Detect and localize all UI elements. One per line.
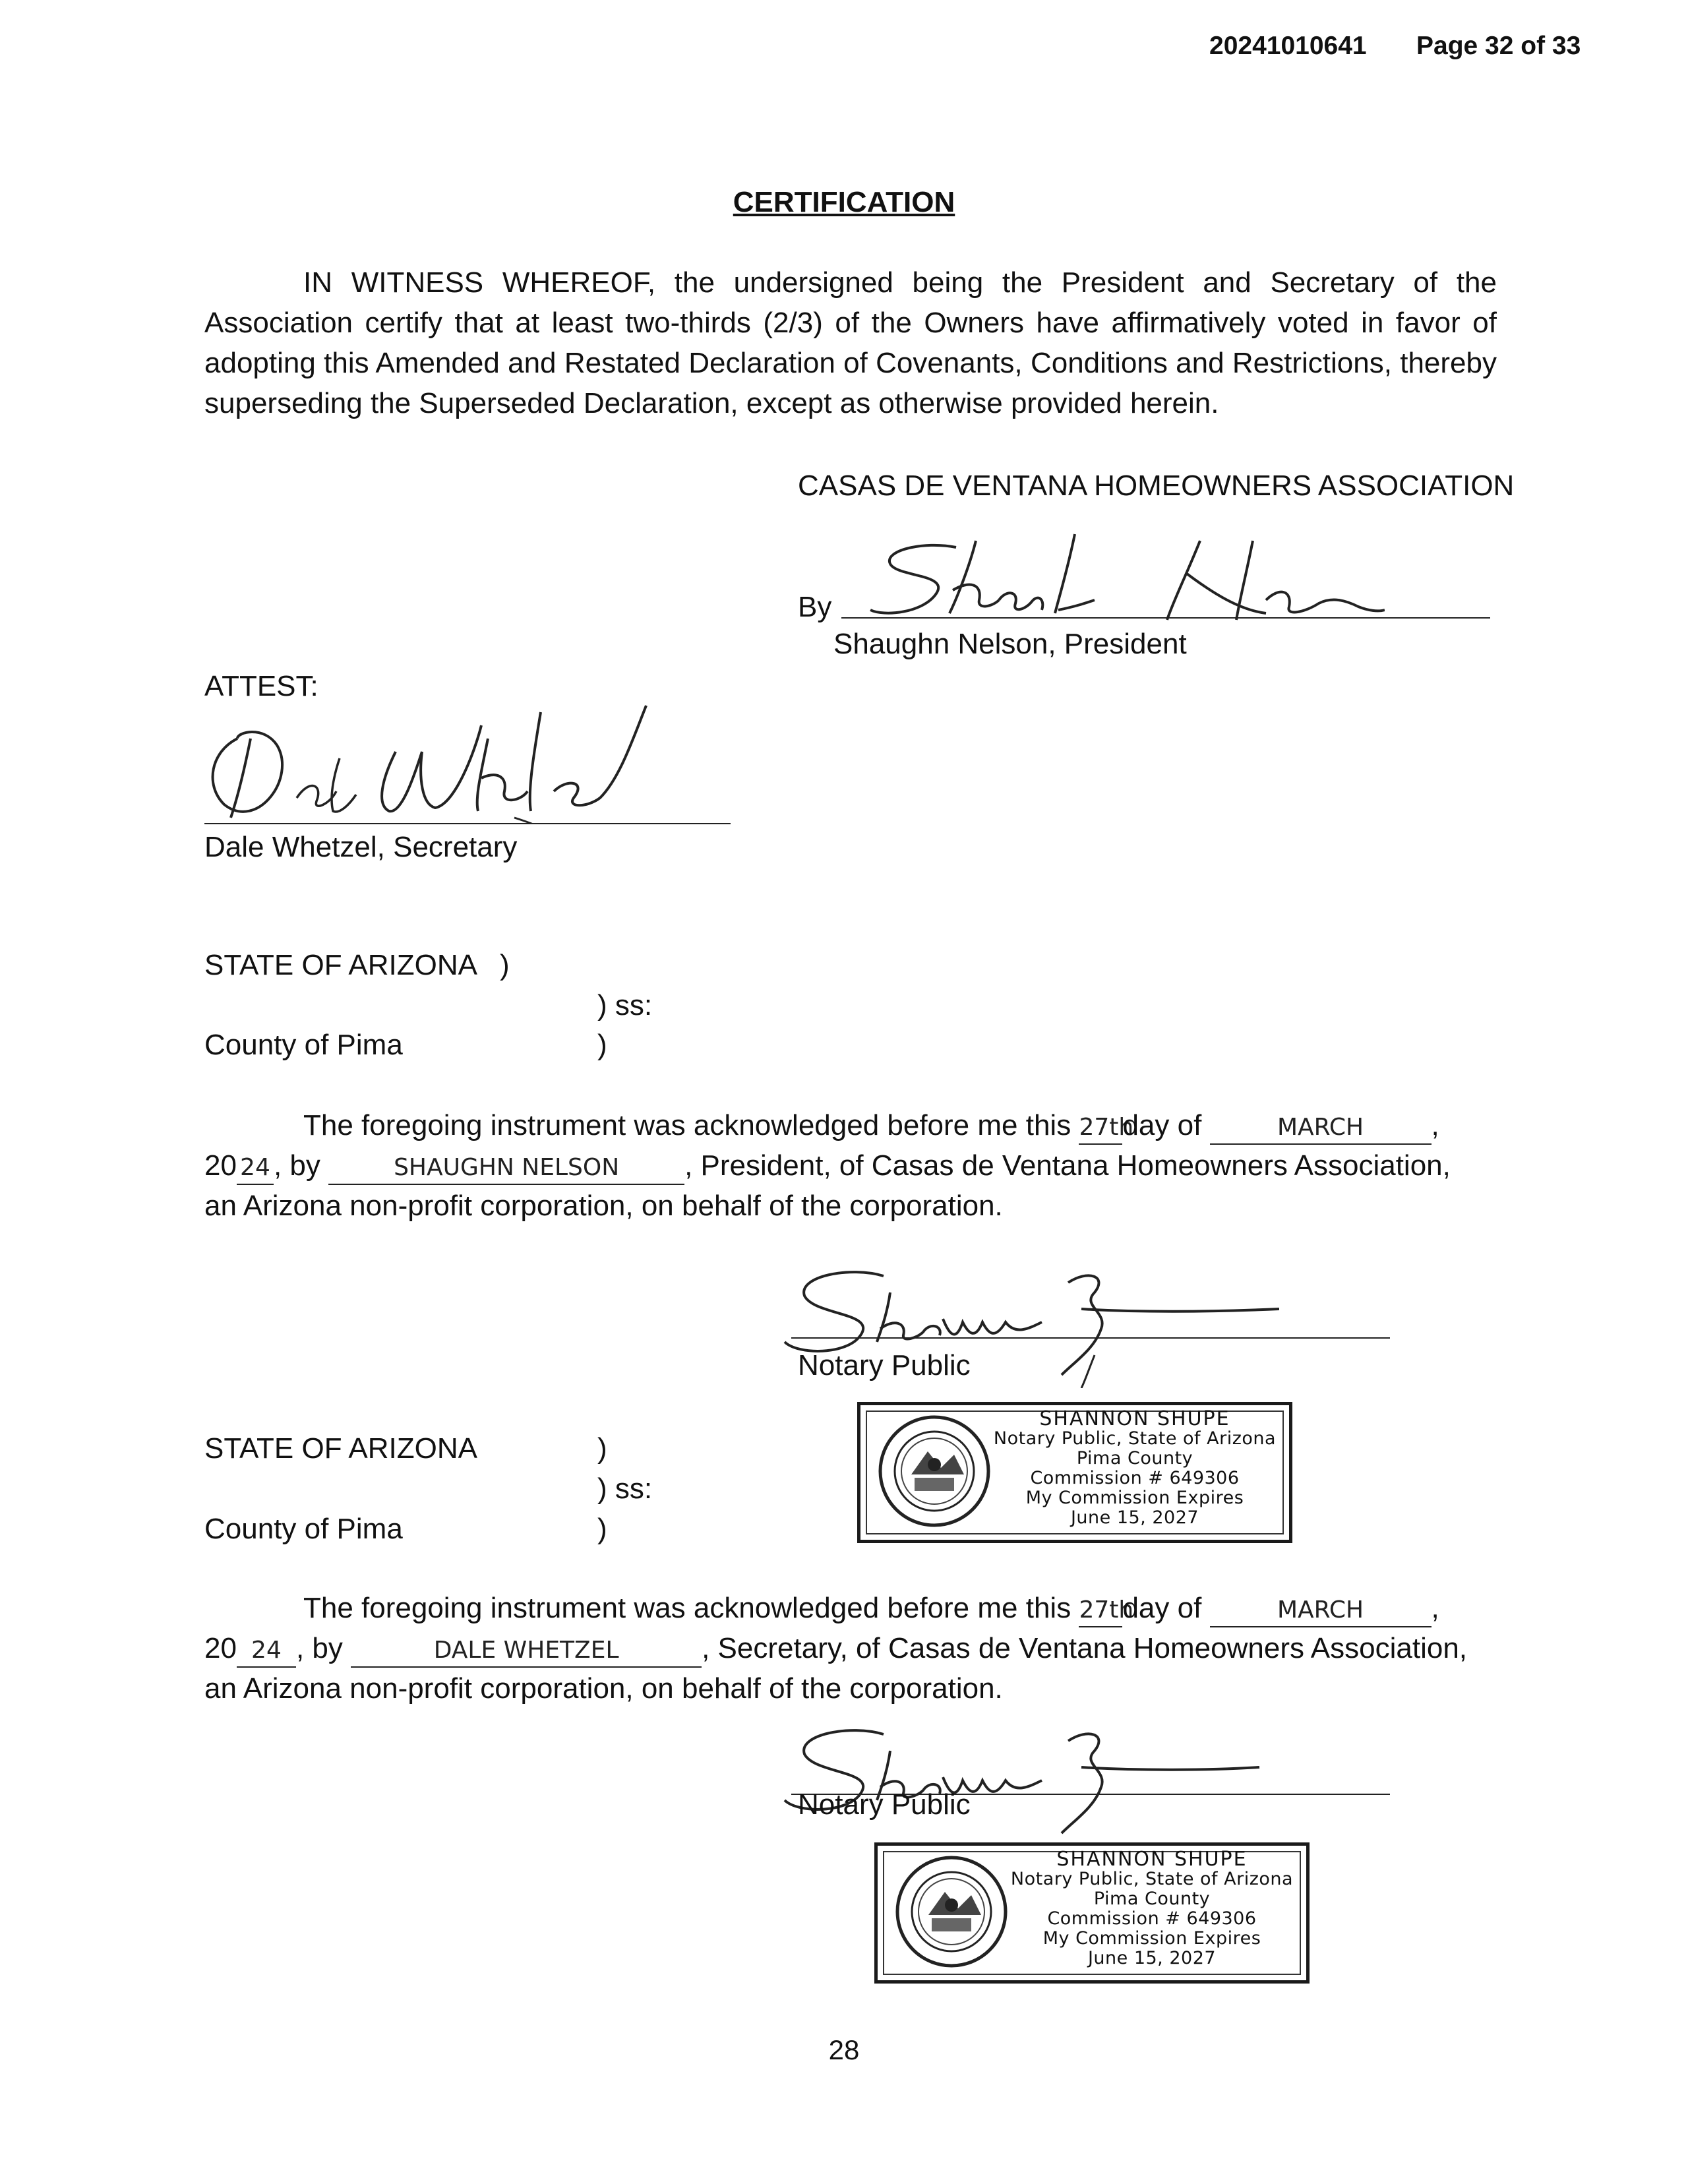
ack2-line3: an Arizona non-profit corporation, on behalf of the corporation. [204, 1672, 1003, 1705]
arizona-seal-icon [892, 1852, 1011, 1971]
by-label: By [798, 591, 832, 623]
secretary-signature [198, 699, 673, 824]
stamp2-text: SHANNON SHUPE Notary Public, State of Arizona Pima County Commission # 649306 My Commission Expires June 15, 2027 [1010, 1848, 1294, 1968]
venue2-paren: ) [597, 1432, 607, 1465]
ack2-day-blank: 27th [1079, 1594, 1122, 1627]
ack1-month-blank: MARCH [1210, 1112, 1432, 1145]
venue1-county: County of Pima [204, 1029, 403, 1061]
president-signature [857, 528, 1385, 633]
association-name: CASAS DE VENTANA HOMEOWNERS ASSOCIATION [798, 470, 1515, 502]
ack2-line1: The foregoing instrument was acknowledged before me this 27thday of MARCH , [303, 1588, 1439, 1628]
notary-stamp-1 [857, 1402, 1292, 1543]
page-indicator: Page 32 of 33 [1416, 32, 1581, 60]
venue1-paren: ) [500, 949, 510, 981]
stamp1-text: SHANNON SHUPE Notary Public, State of Arizona Pima County Commission # 649306 My Commission Expires June 15, 2027 [993, 1407, 1277, 1528]
notary1-signature-line [791, 1337, 1390, 1339]
venue1-ss: ) ss: [597, 989, 653, 1021]
page-number: 28 [828, 2034, 860, 2065]
venue1-state: STATE OF ARIZONA [204, 949, 477, 981]
president-name-title: Shaughn Nelson, President [833, 628, 1187, 660]
venue2-state: STATE OF ARIZONA [204, 1432, 477, 1465]
notary2-signature [778, 1714, 1279, 1846]
notary1-label: Notary Public [798, 1349, 971, 1381]
page-title: CERTIFICATION [733, 186, 955, 218]
ack1-person-blank: SHAUGHN NELSON [328, 1152, 684, 1185]
attest-label: ATTEST: [204, 670, 318, 702]
venue2-paren-close: ) [597, 1513, 607, 1545]
venue2-ss: ) ss: [597, 1472, 653, 1505]
ack1-line2: 20 24 , by SHAUGHN NELSON , President, of Casas de Ventana Homeowners Association, [204, 1145, 1451, 1186]
ack1-year-blank: 24 [237, 1152, 274, 1185]
ack1-line3: an Arizona non-profit corporation, on behalf of the corporation. [204, 1190, 1003, 1222]
venue2-county: County of Pima [204, 1513, 403, 1545]
venue1-paren-close: ) [597, 1029, 607, 1061]
arizona-seal-icon [875, 1412, 994, 1531]
notary-stamp-2 [874, 1842, 1310, 1984]
ack2-year-blank: 24 [237, 1635, 296, 1668]
certification-text: IN WITNESS WHEREOF, the undersigned being the President and Secretary of the Association certify that at least two-thirds (2/3) of the Owners have affirmatively voted in favor of adopting this Amended and Restated Declaration of Covenants, Conditions and Restrictions, thereby superseding the Superseded Declaration, except as otherwise provided herein. [204, 266, 1497, 419]
ack1-day-blank: 27th [1079, 1112, 1122, 1145]
ack2-line2: 20 24 , by DALE WHETZEL , Secretary, of Casas de Ventana Homeowners Association, [204, 1628, 1467, 1668]
certification-paragraph [204, 262, 1497, 423]
recording-number: 20241010641 [1209, 32, 1367, 60]
secretary-name-title: Dale Whetzel, Secretary [204, 831, 518, 863]
notary2-label: Notary Public [798, 1788, 971, 1821]
secretary-signature-line [204, 823, 731, 824]
ack2-month-blank: MARCH [1210, 1594, 1432, 1627]
ack2-person-blank: DALE WHETZEL [351, 1635, 702, 1668]
ack1-line1: The foregoing instrument was acknowledged before me this 27thday of MARCH , [303, 1105, 1439, 1145]
